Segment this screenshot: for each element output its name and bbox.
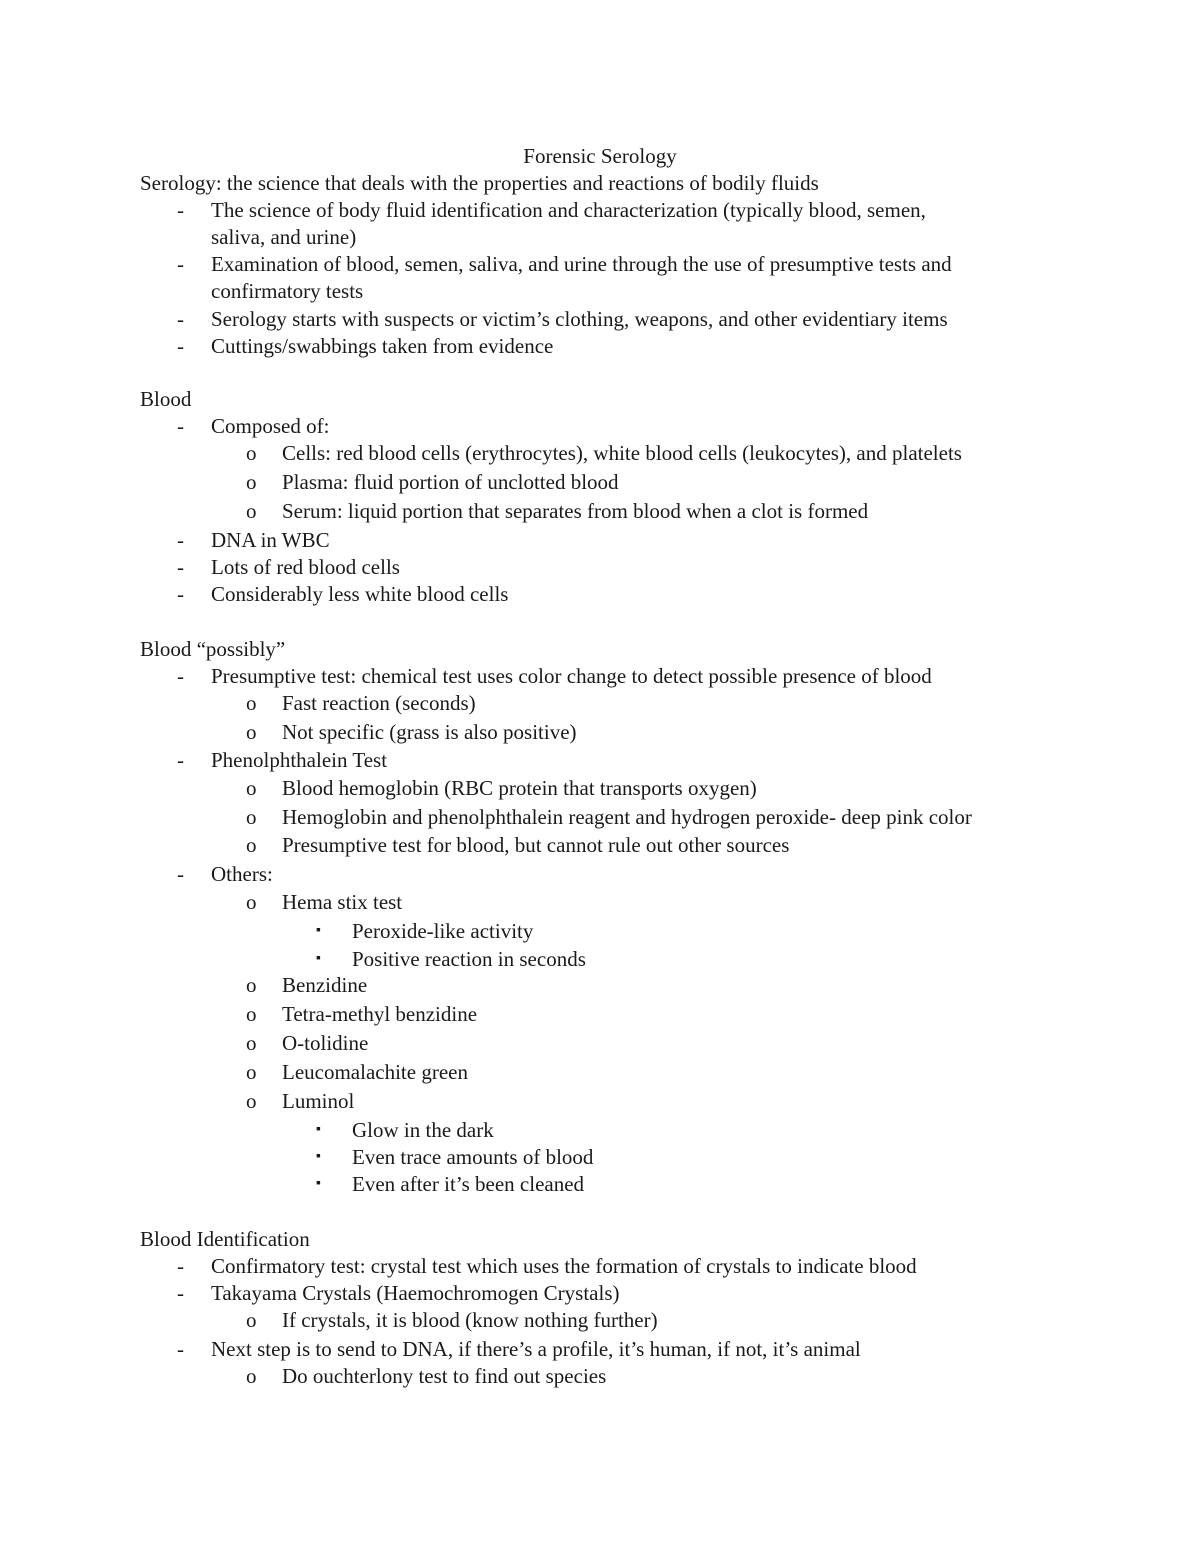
- document-title: Forensic Serology: [523, 144, 677, 168]
- dash-marker: -: [177, 528, 184, 552]
- dash-marker: -: [177, 198, 184, 222]
- list-item: Composed of:: [211, 414, 330, 438]
- list-item: Do ouchterlony test to find out species: [282, 1364, 607, 1388]
- circle-bullet: o: [246, 720, 257, 744]
- dash-marker: -: [177, 748, 184, 772]
- dash-marker: -: [177, 334, 184, 358]
- circle-bullet: o: [246, 973, 257, 997]
- list-item: Serology starts with suspects or victim’s clothing, weapons, and other evidentiary items: [211, 307, 948, 331]
- list-item-continuation: confirmatory tests: [211, 279, 364, 303]
- list-item: Peroxide-like activity: [352, 919, 534, 943]
- list-item: Serum: liquid portion that separates from blood when a clot is formed: [282, 499, 869, 523]
- list-item: Confirmatory test: crystal test which uses the formation of crystals to indicate blood: [211, 1254, 917, 1278]
- section-heading: Serology: the science that deals with the properties and reactions of bodily fluids: [140, 171, 819, 195]
- list-item: Blood hemoglobin (RBC protein that transports oxygen): [282, 776, 757, 800]
- section-heading: Blood Identification: [140, 1227, 310, 1251]
- list-item: If crystals, it is blood (know nothing further): [282, 1308, 658, 1332]
- list-item: Phenolphthalein Test: [211, 748, 388, 772]
- dash-marker: -: [177, 862, 184, 886]
- list-item: Presumptive test: chemical test uses color change to detect possible presence of blood: [211, 664, 932, 688]
- list-item: Others:: [211, 862, 273, 886]
- square-bullet: ▪: [316, 923, 321, 938]
- circle-bullet: o: [246, 805, 257, 829]
- dash-marker: -: [177, 1281, 184, 1305]
- square-bullet: ▪: [316, 1176, 321, 1191]
- dash-marker: -: [177, 1254, 184, 1278]
- circle-bullet: o: [246, 1308, 257, 1332]
- list-item: Takayama Crystals (Haemochromogen Crystals): [211, 1281, 620, 1305]
- list-item: The science of body fluid identification and characterization (typically blood, semen,: [211, 198, 926, 222]
- dash-marker: -: [177, 252, 184, 276]
- circle-bullet: o: [246, 499, 257, 523]
- square-bullet: ▪: [316, 951, 321, 966]
- dash-marker: -: [177, 1337, 184, 1361]
- list-item: Cells: red blood cells (erythrocytes), white blood cells (leukocytes), and platelets: [282, 441, 962, 465]
- square-bullet: ▪: [316, 1122, 321, 1137]
- list-item: Not specific (grass is also positive): [282, 720, 577, 744]
- list-item: Hema stix test: [282, 890, 403, 914]
- list-item-continuation: saliva, and urine): [211, 225, 357, 249]
- list-item: Examination of blood, semen, saliva, and urine through the use of presumptive tests and: [211, 252, 952, 276]
- circle-bullet: o: [246, 1364, 257, 1388]
- list-item: Positive reaction in seconds: [352, 947, 586, 971]
- dash-marker: -: [177, 555, 184, 579]
- section-heading: Blood: [140, 387, 192, 411]
- circle-bullet: o: [246, 441, 257, 465]
- circle-bullet: o: [246, 776, 257, 800]
- circle-bullet: o: [246, 1002, 257, 1026]
- list-item: Hemoglobin and phenolphthalein reagent and hydrogen peroxide- deep pink color: [282, 805, 972, 829]
- list-item: Benzidine: [282, 973, 368, 997]
- list-item: Lots of red blood cells: [211, 555, 400, 579]
- circle-bullet: o: [246, 470, 257, 494]
- square-bullet: ▪: [316, 1149, 321, 1164]
- circle-bullet: o: [246, 691, 257, 715]
- list-item: Even after it’s been cleaned: [352, 1172, 585, 1196]
- list-item: Fast reaction (seconds): [282, 691, 476, 715]
- dash-marker: -: [177, 664, 184, 688]
- dash-marker: -: [177, 414, 184, 438]
- list-item: Luminol: [282, 1089, 355, 1113]
- circle-bullet: o: [246, 833, 257, 857]
- circle-bullet: o: [246, 1089, 257, 1113]
- list-item: Tetra-methyl benzidine: [282, 1002, 478, 1026]
- circle-bullet: o: [246, 890, 257, 914]
- list-item: Cuttings/swabbings taken from evidence: [211, 334, 554, 358]
- dash-marker: -: [177, 307, 184, 331]
- dash-marker: -: [177, 582, 184, 606]
- list-item: O-tolidine: [282, 1031, 369, 1055]
- list-item: Presumptive test for blood, but cannot rule out other sources: [282, 833, 790, 857]
- list-item: Glow in the dark: [352, 1118, 494, 1142]
- list-item: Considerably less white blood cells: [211, 582, 509, 606]
- circle-bullet: o: [246, 1031, 257, 1055]
- list-item: Next step is to send to DNA, if there’s a profile, it’s human, if not, it’s animal: [211, 1337, 861, 1361]
- section-heading: Blood “possibly”: [140, 637, 286, 661]
- list-item: Even trace amounts of blood: [352, 1145, 594, 1169]
- list-item: DNA in WBC: [211, 528, 330, 552]
- list-item: Plasma: fluid portion of unclotted blood: [282, 470, 619, 494]
- circle-bullet: o: [246, 1060, 257, 1084]
- list-item: Leucomalachite green: [282, 1060, 468, 1084]
